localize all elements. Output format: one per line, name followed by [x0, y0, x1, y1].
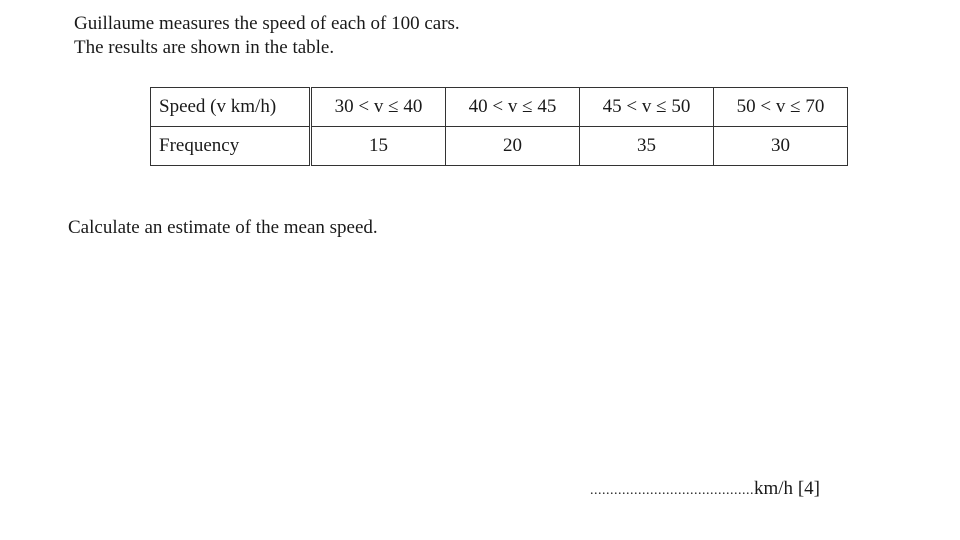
answer-unit: km/h: [754, 478, 794, 499]
frequency-cell: 15: [311, 127, 446, 166]
frequency-cell: 30: [714, 127, 848, 166]
frequency-cell: 20: [446, 127, 580, 166]
marks-label: [4]: [797, 478, 820, 499]
interval-cell: 45 < v ≤ 50: [580, 88, 714, 127]
interval-cell: 40 < v ≤ 45: [446, 88, 580, 127]
frequency-header-cell: Frequency: [151, 127, 311, 166]
question-intro: [74, 12, 460, 60]
frequency-cell: 35: [580, 127, 714, 166]
interval-cell: 30 < v ≤ 40: [311, 88, 446, 127]
intro-line-1: Guillaume measures the speed of each of 100 cars.: [74, 13, 460, 34]
intro-line-2: The results are shown in the table.: [74, 37, 335, 58]
interval-cell: 50 < v ≤ 70: [714, 88, 848, 127]
answer-line: [590, 478, 820, 500]
speed-row: [151, 88, 848, 127]
speed-header-cell: Speed (v km/h): [151, 88, 311, 127]
question-text: Calculate an estimate of the mean speed.: [68, 217, 378, 238]
frequency-row: [151, 127, 848, 166]
answer-dots: .........................................: [590, 483, 754, 498]
frequency-table: [150, 87, 848, 166]
